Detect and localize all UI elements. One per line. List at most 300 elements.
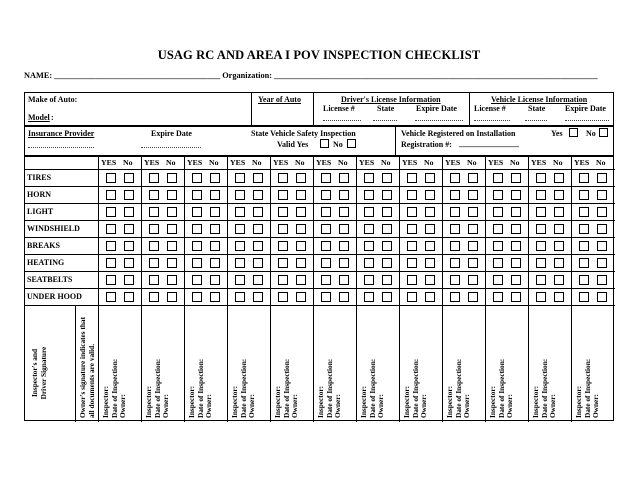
safety-inspection-label: State Vehicle Safety Inspection [251,129,356,138]
yes-checkbox[interactable] [364,190,374,200]
no-checkbox[interactable] [425,275,435,285]
yes-checkbox[interactable] [493,292,503,302]
yes-checkbox[interactable] [493,275,503,285]
yes-header: YES [273,158,289,167]
yes-checkbox[interactable] [450,292,460,302]
no-checkbox[interactable] [554,224,564,234]
no-checkbox[interactable] [597,258,607,268]
yes-checkbox[interactable] [364,275,374,285]
model-label: Model [28,113,50,122]
yes-checkbox[interactable] [321,292,331,302]
yes-checkbox[interactable] [364,207,374,217]
yes-header: YES [187,158,203,167]
yes-checkbox[interactable] [321,275,331,285]
yes-checkbox[interactable] [407,224,417,234]
no-checkbox[interactable] [597,292,607,302]
no-checkbox[interactable] [468,190,478,200]
dl-state-label: State [377,104,395,113]
yes-checkbox[interactable] [536,241,546,251]
no-checkbox[interactable] [124,275,134,285]
no-checkbox[interactable] [425,292,435,302]
owner-label: Owner: [462,394,472,418]
grid-column-divider [571,157,572,422]
grid-column-divider [184,157,185,422]
no-checkbox[interactable] [339,190,349,200]
no-checkbox[interactable] [382,241,392,251]
no-checkbox[interactable] [468,241,478,251]
no-header: No [510,158,520,167]
inspector-label: Inspector: [445,385,454,418]
no-checkbox[interactable] [296,190,306,200]
signature-cell[interactable] [102,359,128,418]
no-header: No [166,158,176,167]
name-organization-line [24,71,616,80]
yes-checkbox[interactable] [450,173,460,183]
insurance-provider-field[interactable] [28,147,94,148]
no-checkbox[interactable] [210,258,220,268]
no-checkbox[interactable] [124,241,134,251]
no-checkbox[interactable] [597,275,607,285]
no-checkbox[interactable] [167,224,177,234]
yes-checkbox[interactable] [235,241,245,251]
no-checkbox[interactable] [339,173,349,183]
yes-checkbox[interactable] [192,241,202,251]
yes-checkbox[interactable] [579,173,589,183]
yes-checkbox[interactable] [407,275,417,285]
signature-cell[interactable] [575,359,601,418]
no-checkbox[interactable] [382,258,392,268]
yes-checkbox[interactable] [407,207,417,217]
signature-cell[interactable] [231,359,257,418]
no-checkbox[interactable] [210,292,220,302]
yes-checkbox[interactable] [536,275,546,285]
no-checkbox[interactable] [597,224,607,234]
no-checkbox[interactable] [511,207,521,217]
no-checkbox[interactable] [167,258,177,268]
vl-expire-date-field[interactable] [565,120,609,121]
owner-label: Owner: [548,394,558,418]
no-checkbox[interactable] [597,190,607,200]
yes-checkbox[interactable] [235,207,245,217]
yes-checkbox[interactable] [321,224,331,234]
item-label-heating: HEATING [27,258,65,267]
item-label-seatbelts: SEATBELTS [27,275,73,284]
yes-checkbox[interactable] [278,207,288,217]
yes-checkbox[interactable] [450,190,460,200]
yes-checkbox[interactable] [536,173,546,183]
no-checkbox[interactable] [124,173,134,183]
yes-checkbox[interactable] [106,275,116,285]
no-checkbox[interactable] [296,224,306,234]
no-checkbox[interactable] [425,224,435,234]
signature-cell[interactable] [360,359,386,418]
yes-checkbox[interactable] [450,275,460,285]
signature-cell[interactable] [188,359,214,418]
no-checkbox[interactable] [511,173,521,183]
yes-checkbox[interactable] [364,258,374,268]
yes-checkbox[interactable] [149,173,159,183]
yes-checkbox[interactable] [106,207,116,217]
yes-checkbox[interactable] [321,258,331,268]
no-checkbox[interactable] [554,275,564,285]
signature-cell[interactable] [145,359,171,418]
inspector-label: Inspector: [101,385,110,418]
registered-yes-label: Yes [551,129,563,138]
no-checkbox[interactable] [511,190,521,200]
registered-no-label: No [586,129,596,138]
no-checkbox[interactable] [425,258,435,268]
item-label-windshield: WINDSHIELD [27,224,80,233]
item-label-tires: TIRES [27,173,52,182]
no-checkbox[interactable] [124,292,134,302]
no-checkbox[interactable] [167,241,177,251]
yes-header: YES [531,158,547,167]
yes-checkbox[interactable] [278,241,288,251]
no-checkbox[interactable] [339,241,349,251]
no-checkbox[interactable] [167,207,177,217]
dl-state-field[interactable] [373,120,397,121]
yes-checkbox[interactable] [364,241,374,251]
date-of-inspection-label: Date of Inspection: [453,358,463,418]
yes-checkbox[interactable] [278,173,288,183]
no-header: No [596,158,606,167]
grid-column-divider [141,157,142,422]
no-checkbox[interactable] [296,258,306,268]
date-of-inspection-label: Date of Inspection: [539,358,549,418]
no-checkbox[interactable] [382,292,392,302]
no-checkbox[interactable] [253,190,263,200]
date-of-inspection-label: Date of Inspection: [582,358,592,418]
no-checkbox[interactable] [554,190,564,200]
no-checkbox[interactable] [468,258,478,268]
grid-column-divider [528,157,529,422]
owner-label: Owner: [419,394,429,418]
registered-yes-checkbox[interactable] [569,128,578,137]
no-checkbox[interactable] [253,241,263,251]
inspector-label: Inspector: [187,385,196,418]
yes-checkbox[interactable] [407,258,417,268]
yes-header: YES [445,158,461,167]
yes-checkbox[interactable] [579,224,589,234]
yes-checkbox[interactable] [235,224,245,234]
yes-checkbox[interactable] [364,292,374,302]
no-checkbox[interactable] [124,190,134,200]
valid-no-checkbox[interactable] [347,139,356,148]
yes-checkbox[interactable] [106,173,116,183]
vl-state-label: State [528,104,546,113]
yes-checkbox[interactable] [493,207,503,217]
no-header: No [381,158,391,167]
owner-label: Owner: [118,394,128,418]
yes-checkbox[interactable] [192,173,202,183]
no-checkbox[interactable] [339,224,349,234]
no-checkbox[interactable] [511,275,521,285]
no-checkbox[interactable] [511,224,521,234]
page-title: USAG RC AND AREA I POV INSPECTION CHECKLIST [157,48,481,62]
signature-cell[interactable] [532,359,558,418]
yes-checkbox[interactable] [579,241,589,251]
yes-checkbox[interactable] [192,190,202,200]
dl-expire-date-field[interactable] [415,120,463,121]
yes-checkbox[interactable] [321,190,331,200]
yes-checkbox[interactable] [450,258,460,268]
no-checkbox[interactable] [468,224,478,234]
owner-label: Owner: [505,394,515,418]
date-of-inspection-label: Date of Inspection: [367,358,377,418]
yes-checkbox[interactable] [321,207,331,217]
no-checkbox[interactable] [210,207,220,217]
yes-checkbox[interactable] [192,207,202,217]
yes-checkbox[interactable] [235,190,245,200]
no-checkbox[interactable] [253,292,263,302]
yes-checkbox[interactable] [579,275,589,285]
yes-checkbox[interactable] [321,173,331,183]
date-of-inspection-label: Date of Inspection: [281,358,291,418]
insurance-expire-date-label: Expire Date [151,129,192,138]
yes-checkbox[interactable] [579,207,589,217]
grid-row-divider [25,288,615,289]
registration-number-field[interactable]: _______________ [459,139,519,148]
signature-column-divider [75,305,76,422]
grid-row-divider [25,271,615,272]
vl-state-field[interactable] [525,120,547,121]
yes-checkbox[interactable] [106,258,116,268]
organization-label: Organization: [222,71,272,80]
yes-checkbox[interactable] [450,241,460,251]
no-checkbox[interactable] [124,224,134,234]
no-checkbox[interactable] [124,258,134,268]
yes-checkbox[interactable] [450,224,460,234]
yes-checkbox[interactable] [235,173,245,183]
yes-checkbox[interactable] [493,258,503,268]
yes-header: YES [101,158,117,167]
yes-checkbox[interactable] [450,207,460,217]
inspector-label: Inspector: [531,385,540,418]
no-checkbox[interactable] [167,275,177,285]
no-checkbox[interactable] [167,190,177,200]
yes-checkbox[interactable] [579,292,589,302]
no-header: No [123,158,133,167]
no-checkbox[interactable] [554,173,564,183]
yes-checkbox[interactable] [149,258,159,268]
yes-checkbox[interactable] [192,258,202,268]
grid-column-divider [313,157,314,422]
yes-checkbox[interactable] [106,241,116,251]
grid-column-divider [485,157,486,422]
no-checkbox[interactable] [339,275,349,285]
no-checkbox[interactable] [425,190,435,200]
vl-license-number-label: License # [474,104,506,113]
item-label-under-hood: UNDER HOOD [27,292,82,301]
no-header: No [424,158,434,167]
no-header: No [467,158,477,167]
yes-checkbox[interactable] [407,292,417,302]
no-checkbox[interactable] [296,207,306,217]
inspector-label: Inspector: [316,385,325,418]
yes-checkbox[interactable] [278,224,288,234]
inspector-label: Inspector: [488,385,497,418]
no-checkbox[interactable] [296,292,306,302]
inspector-label: Inspector: [144,385,153,418]
no-checkbox[interactable] [554,207,564,217]
signature-cell[interactable] [446,359,472,418]
no-checkbox[interactable] [468,173,478,183]
yes-checkbox[interactable] [149,241,159,251]
yes-checkbox[interactable] [364,224,374,234]
name-label: NAME: [24,71,53,80]
grid-column-divider [270,157,271,422]
no-checkbox[interactable] [554,258,564,268]
owner-label: Owner: [290,394,300,418]
inspector-label: Inspector: [230,385,239,418]
no-checkbox[interactable] [597,173,607,183]
yes-checkbox[interactable] [235,258,245,268]
no-checkbox[interactable] [382,207,392,217]
no-checkbox[interactable] [210,224,220,234]
owner-label: Owner: [161,394,171,418]
no-checkbox[interactable] [554,292,564,302]
yes-checkbox[interactable] [106,292,116,302]
no-checkbox[interactable] [253,275,263,285]
dl-license-number-label: License # [323,104,355,113]
valid-no-label: No [333,140,343,149]
yes-checkbox[interactable] [278,275,288,285]
signature-cell[interactable] [317,359,343,418]
grid-row-divider [25,186,615,187]
signature-cell[interactable] [489,359,515,418]
yes-checkbox[interactable] [235,275,245,285]
year-of-auto-label: Year of Auto [258,95,301,104]
grid-header-divider [25,169,615,170]
signature-cell[interactable] [403,359,429,418]
vl-expire-date-label: Expire Date [565,104,606,113]
no-checkbox[interactable] [425,207,435,217]
yes-checkbox[interactable] [493,173,503,183]
yes-checkbox[interactable] [536,190,546,200]
yes-checkbox[interactable] [493,224,503,234]
no-checkbox[interactable] [382,275,392,285]
no-checkbox[interactable] [339,207,349,217]
grid-column-divider [442,157,443,422]
name-field[interactable]: ________________________________________ [54,71,221,80]
dl-license-number-field[interactable] [323,120,361,121]
yes-checkbox[interactable] [192,224,202,234]
yes-checkbox[interactable] [321,241,331,251]
no-checkbox[interactable] [468,207,478,217]
yes-checkbox[interactable] [579,190,589,200]
yes-checkbox[interactable] [579,258,589,268]
no-checkbox[interactable] [253,207,263,217]
no-checkbox[interactable] [425,241,435,251]
no-checkbox[interactable] [124,207,134,217]
yes-checkbox[interactable] [493,241,503,251]
yes-checkbox[interactable] [192,275,202,285]
no-checkbox[interactable] [339,258,349,268]
no-checkbox[interactable] [210,173,220,183]
no-checkbox[interactable] [167,292,177,302]
yes-checkbox[interactable] [536,292,546,302]
no-checkbox[interactable] [296,275,306,285]
yes-checkbox[interactable] [149,207,159,217]
yes-header: YES [230,158,246,167]
no-checkbox[interactable] [511,258,521,268]
no-header: No [338,158,348,167]
no-checkbox[interactable] [339,292,349,302]
grid-row-divider [25,220,615,221]
no-checkbox[interactable] [296,173,306,183]
yes-checkbox[interactable] [278,258,288,268]
owner-label: Owner: [591,394,601,418]
no-checkbox[interactable] [597,207,607,217]
yes-checkbox[interactable] [364,173,374,183]
yes-header: YES [316,158,332,167]
inspector-label: Inspector: [359,385,368,418]
no-checkbox[interactable] [597,241,607,251]
yes-checkbox[interactable] [536,224,546,234]
yes-checkbox[interactable] [149,190,159,200]
yes-checkbox[interactable] [235,292,245,302]
yes-checkbox[interactable] [407,173,417,183]
registered-no-checkbox[interactable] [599,128,608,137]
yes-checkbox[interactable] [106,190,116,200]
no-checkbox[interactable] [382,224,392,234]
no-checkbox[interactable] [210,190,220,200]
no-checkbox[interactable] [253,258,263,268]
inspector-label: Inspector: [574,385,583,418]
grid-column-divider [227,157,228,422]
inspector-label: Inspector: [402,385,411,418]
date-of-inspection-label: Date of Inspection: [324,358,334,418]
vl-license-number-field[interactable] [474,120,510,121]
yes-checkbox[interactable] [149,275,159,285]
yes-checkbox[interactable] [278,292,288,302]
organization-field[interactable]: ______________________________________________________________________________ [274,71,598,80]
yes-checkbox[interactable] [149,224,159,234]
yes-checkbox[interactable] [149,292,159,302]
yes-checkbox[interactable] [536,207,546,217]
no-checkbox[interactable] [210,241,220,251]
no-checkbox[interactable] [468,275,478,285]
no-checkbox[interactable] [253,173,263,183]
insurance-expire-date-field[interactable] [141,147,201,148]
no-checkbox[interactable] [382,173,392,183]
registration-number-label: Registration #: [401,140,452,149]
yes-checkbox[interactable] [278,190,288,200]
valid-yes-checkbox[interactable] [320,139,329,148]
no-checkbox[interactable] [167,173,177,183]
no-checkbox[interactable] [296,241,306,251]
yes-checkbox[interactable] [106,224,116,234]
no-checkbox[interactable] [425,173,435,183]
yes-checkbox[interactable] [407,190,417,200]
owner-label: Owner: [204,394,214,418]
yes-checkbox[interactable] [407,241,417,251]
signature-cell[interactable] [274,359,300,418]
yes-checkbox[interactable] [493,190,503,200]
no-checkbox[interactable] [210,275,220,285]
no-checkbox[interactable] [511,292,521,302]
yes-checkbox[interactable] [536,258,546,268]
inspection-grid [24,156,614,421]
no-checkbox[interactable] [253,224,263,234]
no-checkbox[interactable] [382,190,392,200]
no-checkbox[interactable] [511,241,521,251]
no-checkbox[interactable] [468,292,478,302]
yes-checkbox[interactable] [192,292,202,302]
no-checkbox[interactable] [554,241,564,251]
date-of-inspection-label: Date of Inspection: [109,358,119,418]
insurance-info-box [24,126,614,156]
